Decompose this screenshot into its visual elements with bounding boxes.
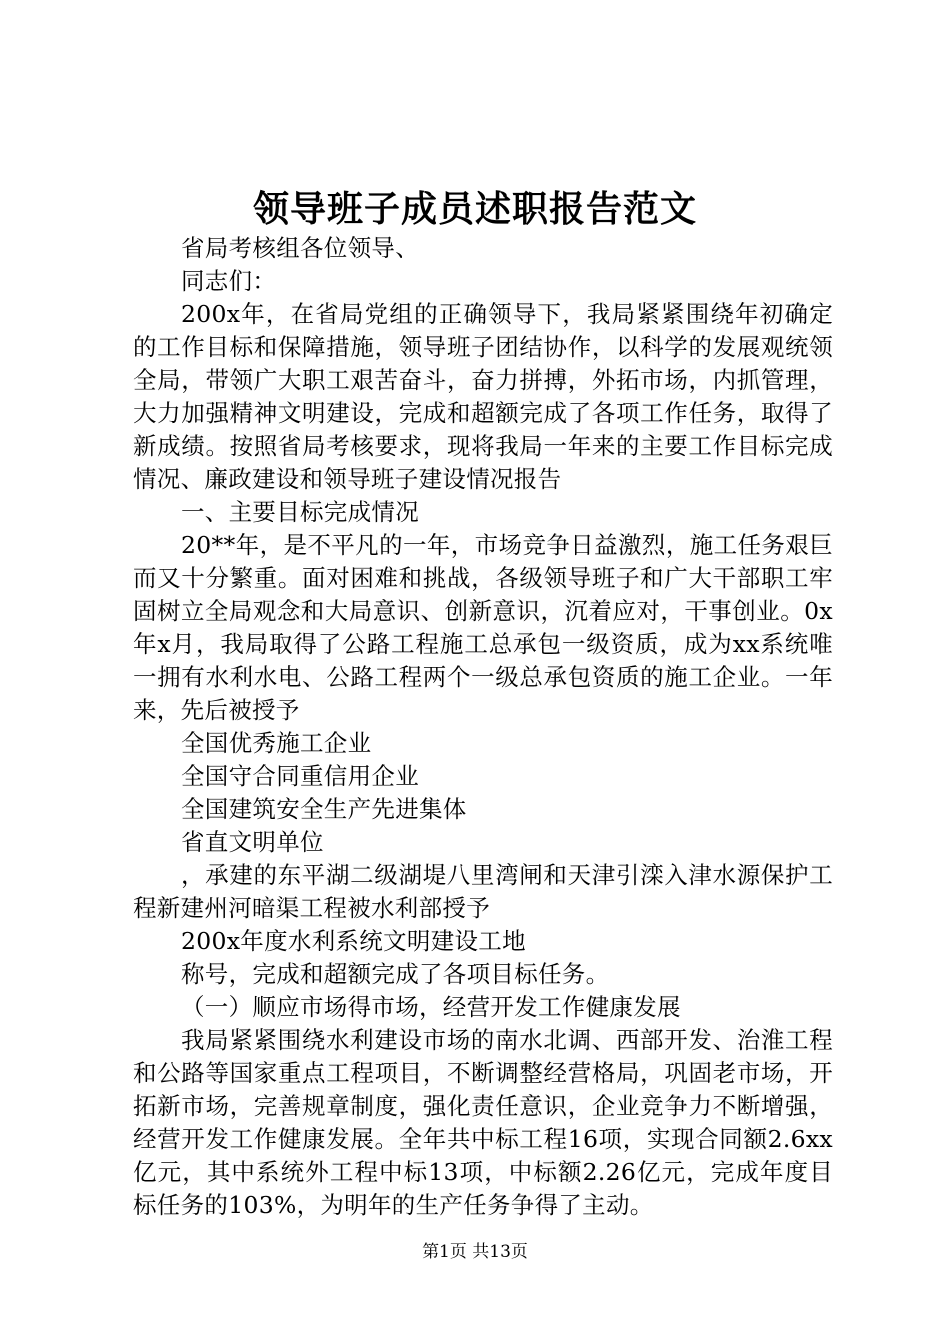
paragraph-salutation-1: 省局考核组各位领导、 (181, 234, 419, 262)
document-body (133, 232, 833, 1222)
award-item-3: 全国建筑安全生产先进集体 (181, 795, 467, 823)
document-title: 领导班子成员述职报告范文 (252, 188, 697, 230)
award-item-1: 全国优秀施工企业 (181, 729, 372, 757)
paragraph-projects: ，承建的东平湖二级湖堤八里湾闸和天津引滦入津水源保护工程新建州河暗渠工程被水利部授予 (133, 861, 833, 922)
page-footer: 第1页 共13页 (422, 1242, 528, 1262)
paragraph-market: 我局紧紧围绕水利建设市场的南水北调、西部开发、治淮工程和公路等国家重点工程项目，不断调整经营格局，巩固老市场，开拓新市场，完善规章制度，强化责任意识，企业竞争力不断增强，经营开发工作健康发展。全年共中标工程16项，实现合同额2.6xx亿元，其中系统外工程中标13项，中标额2.26亿元，完成年度目标任务的103%，为明年的生产任务争得了主动。 (133, 1026, 833, 1219)
subsection-heading-1: （一）顺应市场得市场，经营开发工作健康发展 (181, 993, 681, 1021)
paragraph-overview: 20**年，是不平凡的一年，市场竞争日益激烈，施工任务艰巨而又十分繁重。面对困难和挑战，各级领导班子和广大干部职工牢固树立全局观念和大局意识、创新意识，沉着应对，干事创业。0x年x月，我局取得了公路工程施工总承包一级资质，成为xx系统唯一拥有水利水电、公路工程两个一级总承包资质的施工企业。一年来，先后被授予 (133, 531, 833, 724)
award-item-2: 全国守合同重信用企业 (181, 762, 419, 790)
section-heading-1: 一、主要目标完成情况 (181, 498, 419, 526)
paragraph-intro: 200x年，在省局党组的正确领导下，我局紧紧围绕年初确定的工作目标和保障措施，领导班子团结协作，以科学的发展观统领全局，带领广大职工艰苦奋斗，奋力拼搏，外拓市场，内抓管理，大力加强精神文明建设，完成和超额完成了各项工作任务，取得了新成绩。按照省局考核要求，现将我局一年来的主要工作目标完成情况、廉政建设和领导班子建设情况报告 (133, 300, 833, 493)
award-item-5: 200x年度水利系统文明建设工地 (181, 927, 526, 955)
award-item-4: 省直文明单位 (181, 828, 324, 856)
paragraph-honors: 称号，完成和超额完成了各项目标任务。 (181, 960, 610, 988)
paragraph-salutation-2: 同志们： (181, 267, 277, 295)
